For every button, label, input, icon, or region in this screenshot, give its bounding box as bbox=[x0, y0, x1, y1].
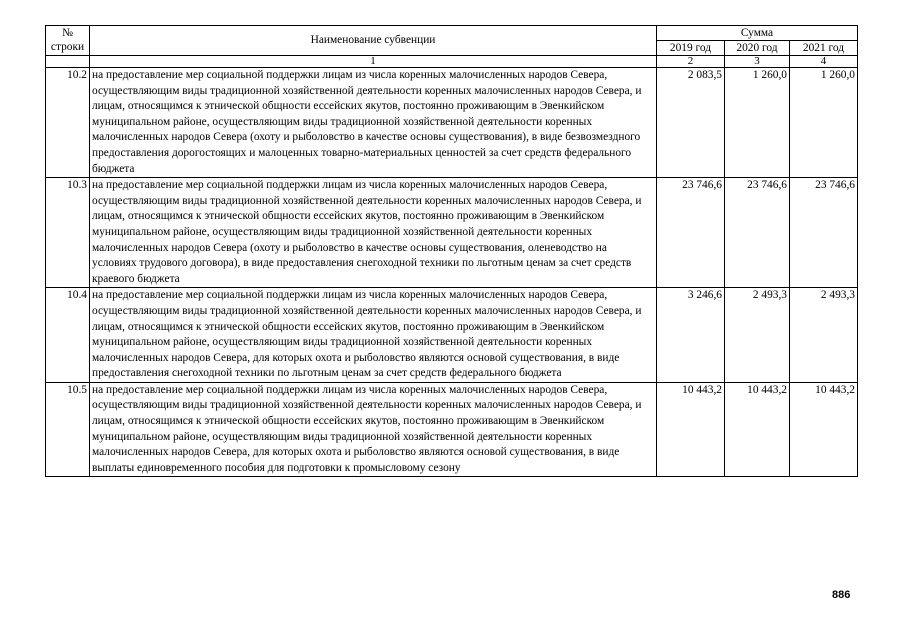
row-number: 10.4 bbox=[46, 288, 90, 383]
row-description: на предоставление мер социальной поддержки лицам из числа коренных малочисленных народов Севера, осуществляющим виды традиционной хозяйственной деятельности коренных малочисленных народов Севера, и лицам, относящимся к этнической общности ессейских якутов, постоянно проживающим в Эвенкийском муниципальном районе, осуществляющим виды традиционной хозяйственной деятельности коренных малочисленных народов Севера (охоту и рыболовство в качестве основы существования), в виде безвозмездного предоставления дорогостоящих и малоценных товарно-материальных ценностей за счет средств федерального бюджета bbox=[90, 68, 657, 178]
row-description: на предоставление мер социальной поддержки лицам из числа коренных малочисленных народов Севера, осуществляющим виды традиционной хозяйственной деятельности коренных малочисленных народов Севера, и лицам, относящимся к этнической общности ессейских якутов, постоянно проживающим в Эвенкийском муниципальном районе, осуществляющим виды традиционной хозяйственной деятельности коренных малочисленных народов Севера (охоту и рыболовство в качестве основы существования, оленеводство на условиях трудового договора), в виде предоставления снегоходной техники по льготным ценам за счет средств краевого бюджета bbox=[90, 178, 657, 288]
header-year-2021: 2021 год bbox=[790, 41, 858, 56]
header-num-label: строки bbox=[50, 41, 85, 53]
row-number: 10.3 bbox=[46, 178, 90, 288]
row-number: 10.5 bbox=[46, 382, 90, 477]
row-value-2019: 2 083,5 bbox=[657, 68, 725, 178]
column-index-blank bbox=[46, 56, 90, 68]
header-year-2019: 2019 год bbox=[657, 41, 725, 56]
row-value-2020: 10 443,2 bbox=[725, 382, 790, 477]
header-row-number bbox=[46, 26, 90, 56]
table-row bbox=[46, 382, 858, 477]
header-num-symbol: № bbox=[62, 27, 73, 39]
row-value-2020: 2 493,3 bbox=[725, 288, 790, 383]
row-description: на предоставление мер социальной поддержки лицам из числа коренных малочисленных народов Севера, осуществляющим виды традиционной хозяйственной деятельности коренных малочисленных народов Севера, и лицам, относящимся к этнической общности ессейских якутов, постоянно проживающим в Эвенкийском муниципальном районе, осуществляющим виды традиционной хозяйственной деятельности коренных малочисленных народов Севера, для которых охота и рыболовство являются основой существования, в виде выплаты единовременного пособия для подготовки к промысловому сезону bbox=[90, 382, 657, 477]
row-value-2019: 3 246,6 bbox=[657, 288, 725, 383]
header-sum: Сумма bbox=[657, 26, 858, 41]
row-value-2021: 23 746,6 bbox=[790, 178, 858, 288]
header-subvention-name: Наименование субвенции bbox=[90, 26, 657, 56]
column-index-2: 2 bbox=[657, 56, 725, 68]
row-value-2021: 2 493,3 bbox=[790, 288, 858, 383]
table-row bbox=[46, 178, 858, 288]
page-number: 886 bbox=[832, 589, 851, 601]
column-index-row bbox=[46, 56, 858, 68]
row-value-2019: 10 443,2 bbox=[657, 382, 725, 477]
column-index-3: 3 bbox=[725, 56, 790, 68]
table-body bbox=[46, 68, 858, 477]
column-index-4: 4 bbox=[790, 56, 858, 68]
row-value-2020: 23 746,6 bbox=[725, 178, 790, 288]
table-header bbox=[46, 26, 858, 68]
row-value-2021: 1 260,0 bbox=[790, 68, 858, 178]
subvention-table bbox=[45, 25, 858, 477]
row-value-2019: 23 746,6 bbox=[657, 178, 725, 288]
row-value-2021: 10 443,2 bbox=[790, 382, 858, 477]
row-number: 10.2 bbox=[46, 68, 90, 178]
table-row bbox=[46, 68, 858, 178]
table-row bbox=[46, 288, 858, 383]
row-value-2020: 1 260,0 bbox=[725, 68, 790, 178]
row-description: на предоставление мер социальной поддержки лицам из числа коренных малочисленных народов Севера, осуществляющим виды традиционной хозяйственной деятельности коренных малочисленных народов Севера, и лицам, относящимся к этнической общности ессейских якутов, постоянно проживающим в Эвенкийском муниципальном районе, осуществляющим виды традиционной хозяйственной деятельности коренных малочисленных народов Севера, для которых охота и рыболовство являются основой существования, в виде предоставления снегоходной техники по льготным ценам за счет средств федерального бюджета bbox=[90, 288, 657, 383]
header-year-2020: 2020 год bbox=[725, 41, 790, 56]
column-index-1: 1 bbox=[90, 56, 657, 68]
